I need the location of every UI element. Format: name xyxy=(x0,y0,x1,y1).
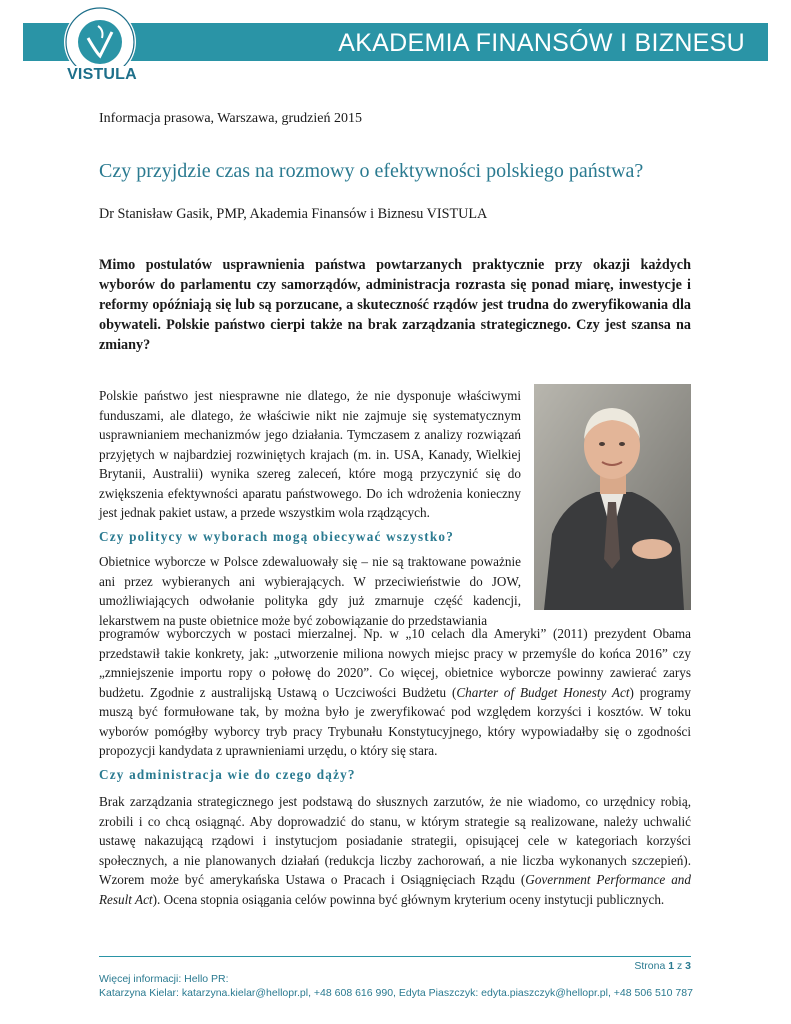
section-1-act-title: Charter of Budget Honesty Act xyxy=(456,684,630,700)
page-number xyxy=(634,960,691,972)
author-photo xyxy=(534,384,691,610)
intro-paragraph: Polskie państwo jest niesprawne nie dlatego, że nie dysponuje właściwymi funduszami, ale dlatego, że właściwie nikt nie zajmuje się systematycznym usprawnianiem mechanizmów jego działania. Tymczasem z analizy rozwiązań przyjętych w najbardziej rozwiniętych krajach (m. in. USA, Kanady, Wielkiej Brytanii, Australii) wynika szereg zaleceń, które mogą przyczynić się do zwiększenia efektywności aparatu państwowego. Do ich wdrożenia konieczny jest jednak pakiet ustaw, a przede wszystkim wola rządzących. xyxy=(99,388,521,520)
section-heading-2: Czy administracja wie do czego dąży? xyxy=(99,767,356,782)
section-1-paragraph-part-a: Obietnice wyborcze w Polsce zdewaluowały się – nie są traktowane poważnie ani przez wybieranych ani wybierających. W przeciwieństwie do JOW, umożliwiających odwołanie polityka gdy już zmarnuje część kadencji, lekarstwem na puste obietnice może być zobowiązanie do przedstawiania xyxy=(99,554,521,628)
section-1-text-end: ) programy muszą być formułowane tak, by można było je zweryfikować pod względem korzyści i kosztów. W toku wyborów pomógłby wyborcy tryb pracy Trybunału Konstytucyjnego, który wypowiadałby się o zgodności propozycji kandydata z uprawnieniami urzędu, o który się stara. xyxy=(99,684,691,758)
lead-paragraph: Mimo postulatów usprawnienia państwa powtarzanych praktycznie przy okazji każdych wyborów do parlamentu czy samorządów, administracja rozrasta się ponad miarę, inwestycje i reformy opóźniają się lub są porzucane, a skuteczność rządów jest trudna do zweryfikowania dla obywateli. Polskie państwo cierpi także na brak zarządzania strategicznego. Czy jest szansa na zmiany? xyxy=(99,257,691,353)
section-1-text: programów wyborczych w postaci mierzalnej. Np. w „10 celach dla Ameryki” (2011) prezydent Obama przedstawił takie konkrety, jak: „utworzenie miliona nowych miejsc pracy w przemyśle do końca 2016” czy „zmniejszenie importu ropy o połowę do 2020”. Co więcej, obietnice wyborcze powinny zawierać zarys budżetu. Zgodnie z australijską Ustawą o Uczciwości Budżetu ( xyxy=(99,626,691,700)
footer-contact-line-2: Katarzyna Kielar: katarzyna.kielar@hellopr.pl, +48 608 616 990, Edyta Piaszczyk: edyta.piaszczyk@hellopr.pl, +48 506 510 787 xyxy=(99,986,693,999)
header-title: AKADEMIA FINANSÓW I BIZNESU xyxy=(338,29,745,57)
footer-contact-line-1: Więcej informacji: Hello PR: xyxy=(99,973,229,985)
page-current: 1 xyxy=(668,960,675,972)
author-line: Dr Stanisław Gasik, PMP, Akademia Finansów i Biznesu VISTULA xyxy=(99,206,488,222)
section-2-text-end: ). Ocena stopnia osiągania celów powinna być głównym kryterium oceny instytucji publicznych. xyxy=(152,891,665,907)
page-title: Czy przyjdzie czas na rozmowy o efektywności polskiego państwa? xyxy=(99,160,644,182)
section-heading-1: Czy politycy w wyborach mogą obiecywać wszystko? xyxy=(99,529,455,544)
press-release-meta: Informacja prasowa, Warszawa, grudzień 2015 xyxy=(99,111,362,126)
section-2-paragraph xyxy=(99,792,691,909)
section-1-paragraph-part-b xyxy=(99,624,691,761)
page-separator: z xyxy=(676,960,683,972)
logo-wordmark: VISTULA xyxy=(62,66,142,84)
footer-contact xyxy=(99,973,693,1000)
page-label: Strona xyxy=(634,960,666,972)
section-2-act-title: Government Performance and Result Act xyxy=(99,872,691,907)
footer-divider xyxy=(99,956,691,957)
section-2-text: Brak zarządzania strategicznego jest podstawą do słusznych zarzutów, że nie wiadomo, co urzędnicy robią, zrobili i co chcą osiągnąć. Aby doprowadzić do stanu, w którym strategie są realizowane, należy uchwalić ustawę nakazującą rządowi i instytucjom posiadanie strategii, opisującej cele w kategoriach korzyści społecznych, a nie planowanych działań (redukcja liczby zachorowań, a nie liczba wykonanych szczepień). Wzorem może być amerykańska Ustawa o Pracach i Osiągnięciach Rządu ( xyxy=(99,794,691,887)
page-total: 3 xyxy=(685,960,691,972)
